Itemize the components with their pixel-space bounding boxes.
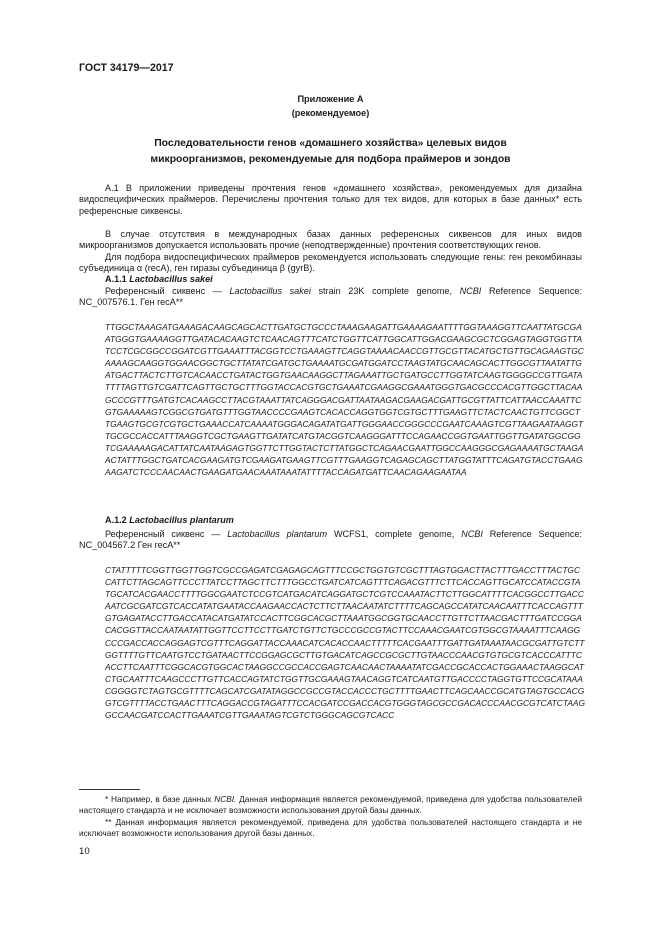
ref-db: NCBI xyxy=(459,286,482,296)
footnote-1-prefix: * Например, в базе данных xyxy=(105,794,212,804)
annex-heading xyxy=(0,92,661,120)
section-species: Lactobacillus plantarum xyxy=(129,515,234,525)
sequence-recA-plantarum: CTATTTTTCGGTTGGTTGGTCGCCGAGATCGAGAGCAGTTTCCGCTGGTGTCGCTTTAGTGGACTTACTTTGACCTTTACTGCCATTCTTAGCAGTTCCCTTATCCTTAGCTTCTTTGGCCTGATCATCAGTTTCAGACGTTTCTTCACCAGTTGCATCCATACCGTATGCATCACGAACCTTTTGGCGAATCTCCGTCATGACATCAGGATGCTCGTCCAAATACTTCTTGGCATTTTCACGGCCTTGACCAATCGCGATCGTCACCATATGAATACCAAGAACCACTCTTCTTAACAATATCTTTTCAGCAGCCATATCAACAATTTCACCAGTTTGTGAGATACCTTGACCATACATGATATCCACTTCGGCACGCTTAAATGGCGGTGCAACCTTGTTCTTAACGACTTTGATCCGGACACGGTTACCAATAATATTGGTTCCTTCCTTGATCTGTTCTGCCCGCCGTACTTCCAAACGAATCGTGGCGTAAAATTTCAAGGCCCGACCACCAGGAGTCGTTTCAGGATTACCAAACATCACACCAACTTTTTCACGAATTTGATTGATAAATAACGCGATTGTCTTGGTTTTGTTCAATGTCCTGATAACTTCCGGAGCGCTTGTGACATCAGCCGCGCTTGTAACCCAACGTGTGCGTCACCCATTTCACCTTCAATTTCGGCACGTGGCACTAAGGCCGCCACCGAGTCAACAACTAAAATATCGACCGCACCACTGGAAACTAAGGCATCTGCAATTTCAAGCCCTTGTTCACCAGTATCTGGTTGCGAAAGTAACAGGTCATCAATGTTGACCCCTAGGTGTTCCGCATAAACGGGGTCTAGTGCGTTTTCAGCATCGATATAGGCCGCCGTACCACCCTGCTTTTGAACTTCAGCAACCGCATGTAGTGCCACGGTCGTTTTACCTGAACTTTCAGGACCGTAGATTTCCACGATCCGACCACGTGGGTAGCGCCGACACCCAACGCGTCATCTAAGGCCAACGATCCACTTGAAATCGTTGAAATAGTCGTCTGGGCAGCGTCACC xyxy=(105,565,586,721)
ref-suffix: Reference Sequence: NC_007576.1. Ген recA** xyxy=(79,286,582,308)
reference-paragraph-a11 xyxy=(79,286,582,309)
section-number: А.1.1 xyxy=(105,274,127,284)
footnote-divider xyxy=(79,789,140,790)
annex-title-line2: микроорганизмов, рекомендуемые для подбора праймеров и зондов xyxy=(150,154,511,165)
ref-prefix: Референсный сиквенс — xyxy=(105,286,222,296)
section-number: А.1.2 xyxy=(105,515,127,525)
ref-species: Lactobacillus sakei xyxy=(229,286,311,296)
intro-paragraph-3: Для подбора видоспецифических праймеров рекомендуется использовать следующие гены: ген рекомбиназы субъединица α (recA), ген гиразы субъединица β (gyrB). xyxy=(79,252,582,274)
ref-prefix: Референсный сиквенс — xyxy=(105,529,221,539)
annex-title xyxy=(0,136,661,168)
annex-title-line1: Последовательности генов «домашнего хозяйства» целевых видов xyxy=(154,138,507,149)
section-heading-a11 xyxy=(105,274,213,284)
footnote-1-text: Данная информация является рекомендуемой, приведена для удобства пользователей настоящего стандарта и не исключает возможности использования другой базы данных. xyxy=(79,794,582,815)
section-heading-a12 xyxy=(105,515,234,525)
annex-status: (рекомендуемое) xyxy=(291,108,370,118)
document-header-code: ГОСТ 34179—2017 xyxy=(79,62,174,74)
ref-species: Lactobacillus plantarum xyxy=(227,529,328,539)
intro-paragraph-1: А.1 В приложении приведены прочтения генов «домашнего хозяйства», рекомендуемых для дизайна видоспецифических праймеров. Перечислены прочтения только для тех видов, для которых в базе данных* есть референсные сиквенсы. xyxy=(79,183,582,216)
reference-paragraph-a12 xyxy=(79,529,582,552)
page-number: 10 xyxy=(79,846,90,857)
ref-db: NCBI xyxy=(461,529,483,539)
sequence-recA-sakei: TTGGCTAAAGATGAAAGACAAGCAGCACTTGATGCTGCCCTAAAGAAGATTGAAAAGAATTTTGGTAAAGGTTCAATTATGCGAATGGGTGAAAAGGTTGATACACAAGTCTCAACAGTTTCATCTGGTTCATTGGCATTGGACGAAGCGCTCGGAGTAGGTGGTTATCCTCGCGGCCGGATCGTTGAAATTTACGGTCCTGAAAGTTCAGGTAAAACAACCGTTGCGTTACATGCTGTTGCAGAAGTGCAAAAGCAAGGTGGAACGGCTGCTTATATCGATGCTGAAAATGCGATGGATCCTAAGTATGCAACAGCACTTGGCGTTAATATTGATGACTTACTCTTGTCACAACCTGATACTGGTGAACAAGGCTTAGAAATTGCTGATGCCTTGGTATCAAGTGGGGCCGTTGATATTTTAGTTGTCGATTCAGTTGCTGCTTTGGTACCACGTGCTGAAATCGAAGGCGAAATGGGTGACGCCCACGTTGGCTTACAAGCCCGTTTGATGTCACAAGCCTTACGTAAATTATCAGGGACGATTAATAAGACGAAGACGATTGCGTTATTCATTAACCAAATTCGTGAAAAAGTCGGCGTGATGTTTGGTAACCCCGAAGTCACACCAGGTGGTCGTGCTTTGAAGTTCTACTCAACTGTTCGGCTTGAAGTGCGTCGTGCTGAAACCATCAAAATGGGACAGATATGATTGGGAACCGGGCCCGAATCAAAGTCGTTAAGAATAAGGTTGCGCCACCATTTAAGGTCGCTGAAGTTGATATCATGTACGGTCAAGGGATTTCCAGAACCGGTGAATTGGTTGATATGGCGGTCGAAAAAGACATTATCAATAAGAGTGGTTCTTGGTACTCTTATGGCTCAGAACGAATTGGCCAAGGGCGAGAAAATGCTAAGAACTATTTGGCTGATCACGAAGATGTCGAAGATGAAGTTCGTTTGAAGGTCAGAGCAGCTTATGGTATTTCAGATGTACCTGAAGAAGATCTCCCAACAACTGAAGATGAACAAATAAATATTTTACCAGATGATTCAACAGAAGAATAA xyxy=(105,322,584,478)
footnote-2: ** Данная информация является рекомендуемой, приведена для удобства пользователей настоящего стандарта и не исключает возможности использования другой базы данных. xyxy=(79,817,582,838)
ref-mid: WCFS1, complete genome, xyxy=(333,529,455,539)
ref-mid: strain 23K complete genome, xyxy=(318,286,452,296)
footnote-1-db: NCBI. xyxy=(214,794,237,804)
annex-label: Приложение А xyxy=(297,94,364,104)
section-species: Lactobacillus sakei xyxy=(129,274,213,284)
intro-paragraph-2: В случае отсутствия в международных базах данных референсных сиквенсов для иных видов микроорганизмов допускается использовать прочие (неподтвержденные) прочтения соответствующих генов. xyxy=(79,229,582,251)
footnote-1 xyxy=(79,794,582,816)
ref-suffix: Reference Sequence: NC_004567.2 Ген recA** xyxy=(79,529,583,551)
